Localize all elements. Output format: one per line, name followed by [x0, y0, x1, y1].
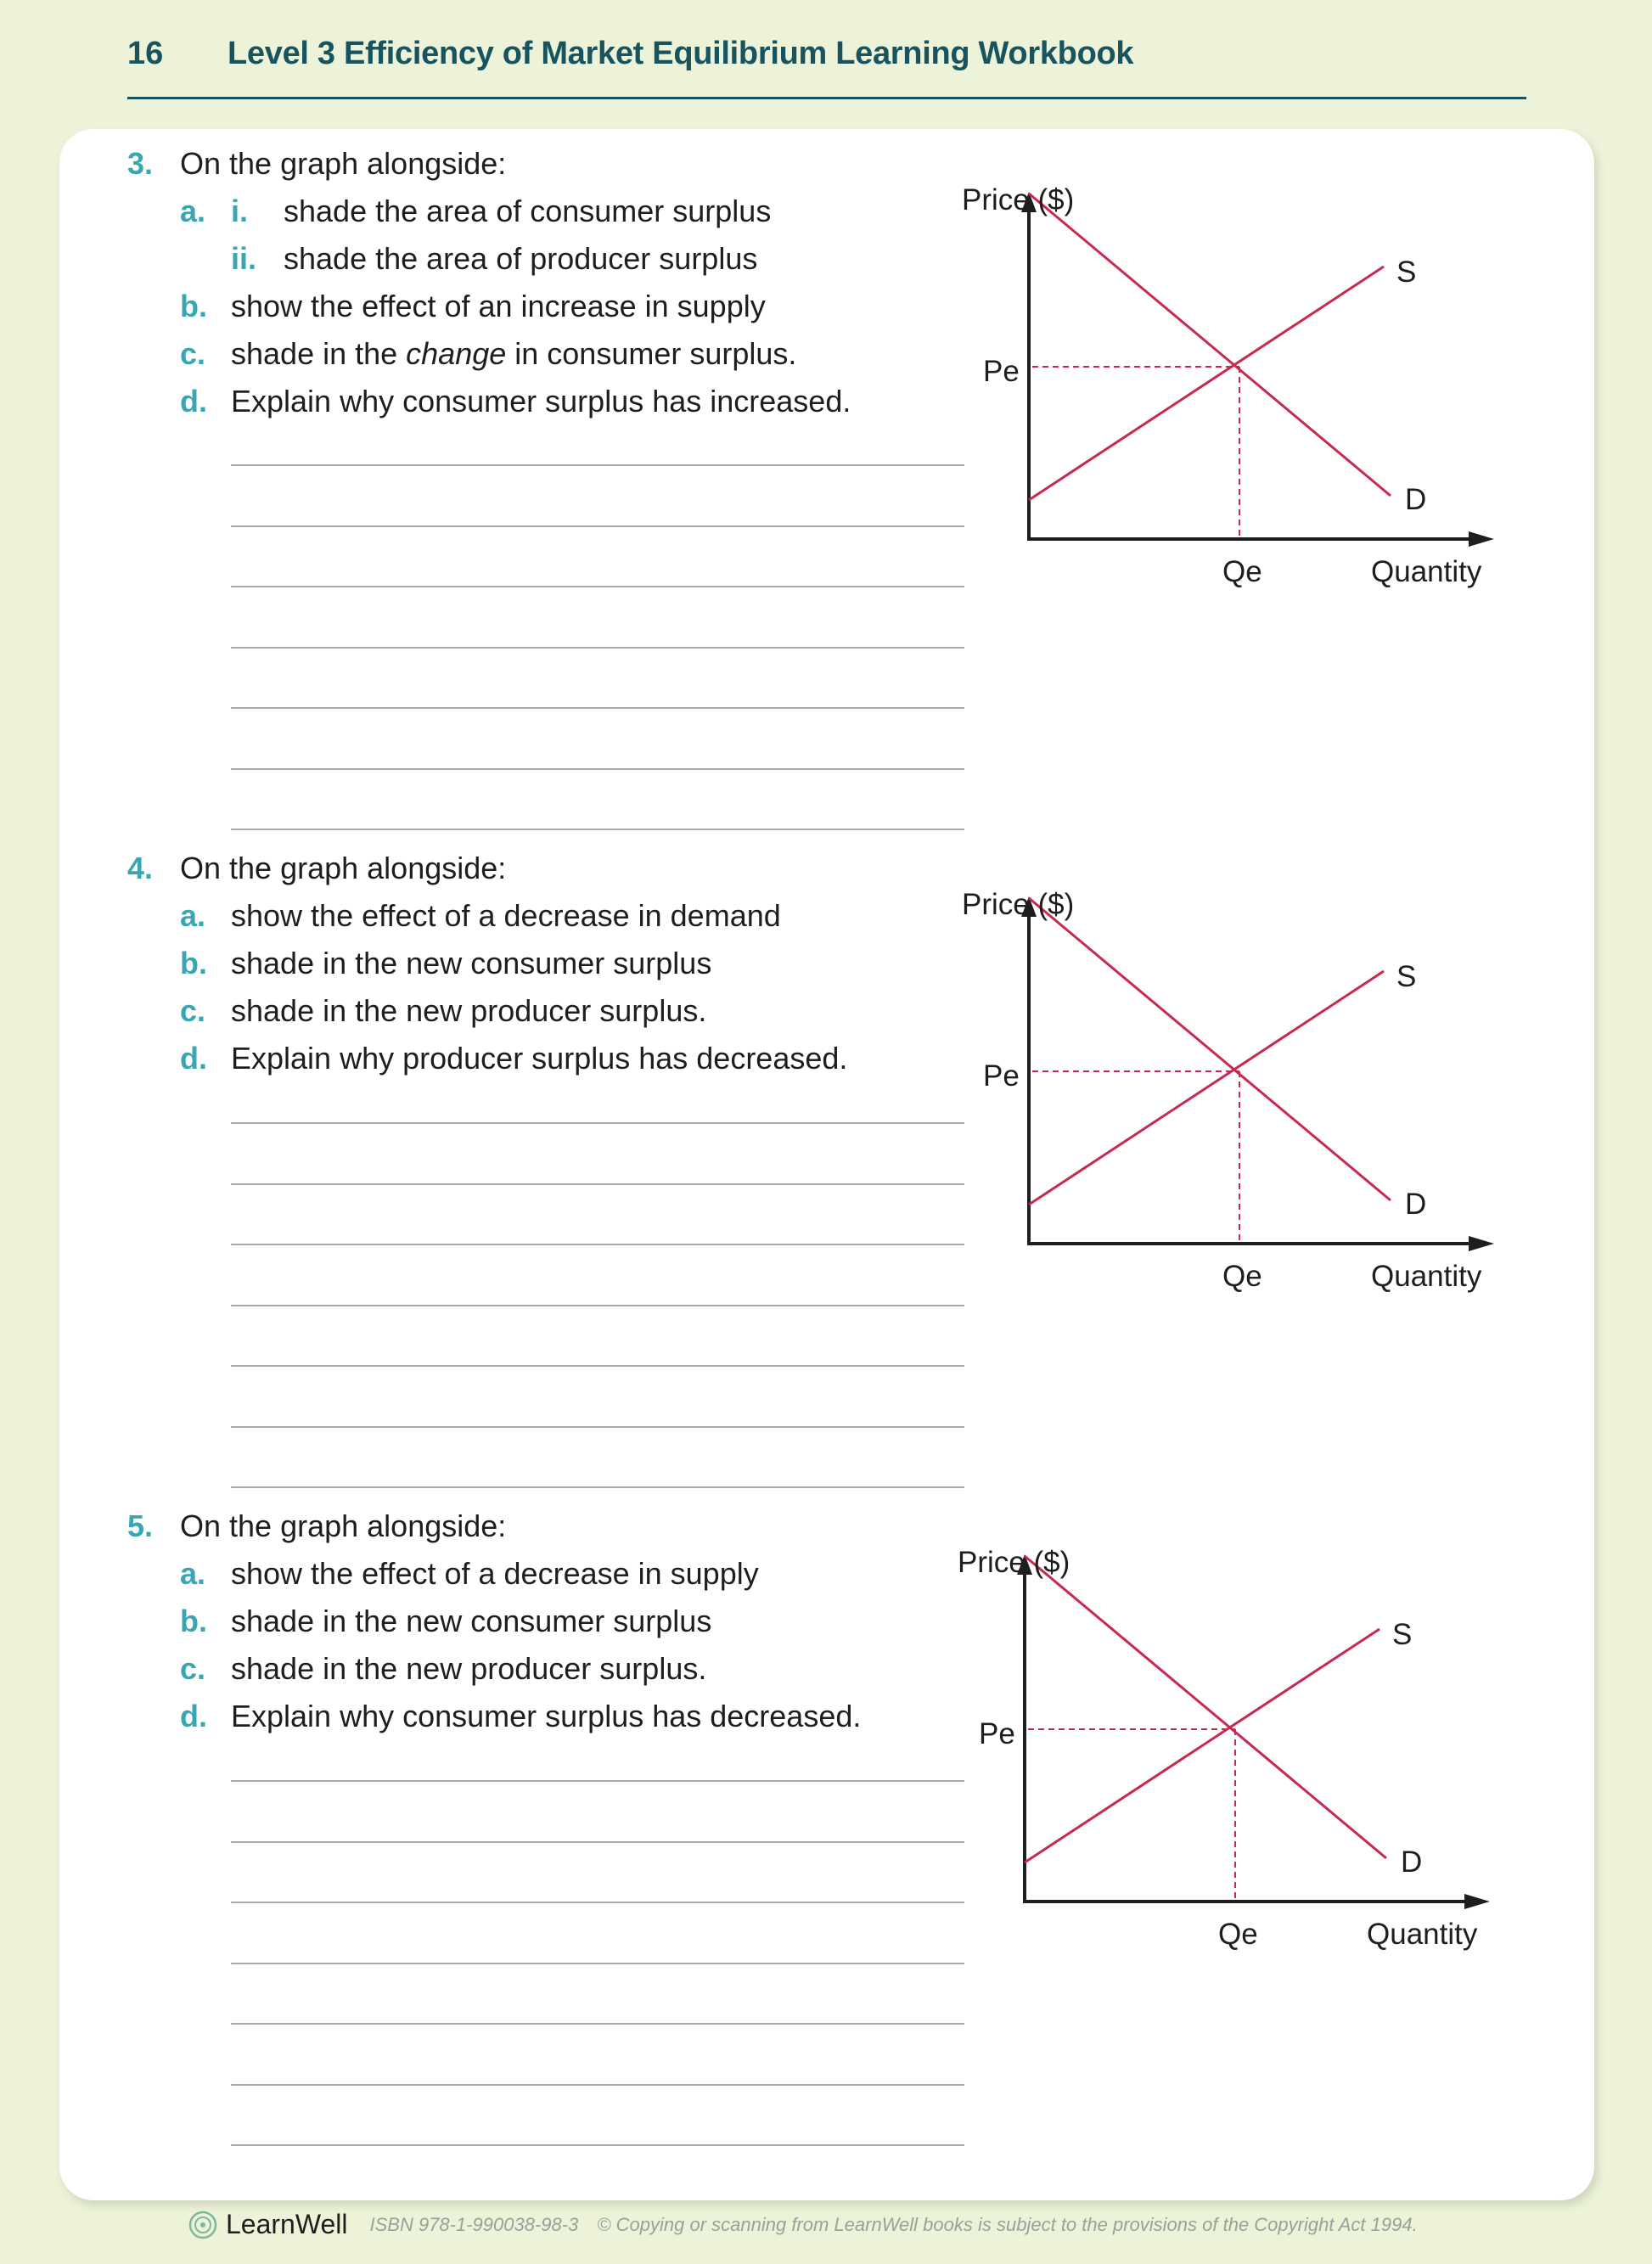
answer-line[interactable] [231, 525, 964, 527]
question-prompt: On the graph alongside: [180, 851, 507, 885]
isbn-text: ISBN 978-1-990038-98-3 [369, 2213, 579, 2235]
item-text: shade in the new consumer surplus [231, 1604, 712, 1638]
qe-label: Qe [1222, 555, 1262, 588]
item-letter: c. [180, 336, 206, 371]
item-text: shade the area of consumer surplus [284, 194, 772, 228]
item-letter: d. [180, 384, 207, 419]
answer-line[interactable] [231, 2084, 964, 2086]
brand-name: LearnWell [226, 2209, 348, 2239]
supply-label: S [1396, 256, 1417, 289]
page-number: 16 [127, 36, 164, 71]
item-text: show the effect of a decrease in supply [231, 1556, 759, 1591]
page-footer [188, 2209, 1418, 2238]
item-text [231, 336, 796, 372]
item-text: shade in the new producer surplus. [231, 993, 707, 1028]
item-letter: a. [180, 1556, 206, 1591]
pe-label: Pe [983, 1059, 1020, 1093]
answer-line[interactable] [231, 2144, 964, 2146]
answer-line[interactable] [231, 1183, 964, 1185]
item-text-part: shade in the [231, 336, 407, 371]
answer-line[interactable] [231, 1305, 964, 1306]
demand-label: D [1405, 483, 1427, 516]
item-text-emphasis: change [406, 336, 507, 371]
worksheet-card [59, 129, 1594, 2200]
supply-label: S [1392, 1618, 1413, 1651]
item-text: shade the area of producer surplus [284, 241, 758, 276]
item-text-part: in consumer surplus. [506, 336, 797, 371]
page-header [127, 31, 1526, 99]
item-text: Explain why producer surplus has decreased. [231, 1041, 848, 1076]
x-axis-arrow [1464, 1894, 1490, 1909]
answer-line[interactable] [231, 1426, 964, 1428]
question-number: 3. [127, 146, 154, 181]
item-text: shade in the new producer surplus. [231, 1651, 707, 1686]
item-letter: d. [180, 1699, 207, 1733]
answer-line[interactable] [231, 1841, 964, 1843]
item-text: show the effect of an increase in supply [231, 289, 766, 323]
demand-label: D [1401, 1845, 1423, 1879]
supply-curve [1029, 971, 1384, 1205]
answer-line[interactable] [231, 1365, 964, 1367]
question-number: 4. [127, 851, 154, 885]
item-roman: ii. [231, 241, 257, 276]
answer-line[interactable] [231, 1780, 964, 1782]
answer-line[interactable] [231, 707, 964, 709]
pe-label: Pe [983, 355, 1020, 388]
item-letter: c. [180, 993, 206, 1028]
supply-curve [1029, 267, 1384, 500]
question-number: 5. [127, 1508, 154, 1543]
item-letter: a. [180, 194, 206, 228]
demand-curve [1029, 898, 1391, 1200]
answer-line[interactable] [231, 1486, 964, 1488]
supply-curve [1025, 1629, 1379, 1862]
demand-label: D [1405, 1188, 1427, 1221]
copyright-notice: © Copying or scanning from LearnWell books is subject to the provisions of the Copyright Act 1994. [597, 2213, 1418, 2235]
answer-line[interactable] [231, 586, 964, 587]
pe-label: Pe [979, 1717, 1015, 1750]
x-axis-arrow [1469, 531, 1494, 547]
supply-demand-graph [904, 1534, 1549, 2094]
item-text: Explain why consumer surplus has increased. [231, 384, 851, 419]
page-title: Level 3 Efficiency of Market Equilibrium Learning Workbook [228, 36, 1134, 71]
item-letter: c. [180, 1651, 206, 1686]
supply-demand-graph [908, 171, 1554, 732]
answer-line[interactable] [231, 1244, 964, 1245]
y-axis-label: Price ($) [958, 1546, 1070, 1579]
y-axis-label: Price ($) [962, 183, 1075, 216]
demand-curve [1029, 194, 1391, 496]
answer-line[interactable] [231, 1963, 964, 1964]
item-letter: d. [180, 1041, 207, 1076]
answer-line[interactable] [231, 464, 964, 466]
supply-demand-graph [908, 876, 1554, 1436]
y-axis-label: Price ($) [962, 888, 1075, 921]
answer-line[interactable] [231, 2023, 964, 2025]
item-letter: a. [180, 898, 206, 933]
item-text: show the effect of a decrease in demand [231, 898, 781, 933]
answer-line[interactable] [231, 1122, 964, 1124]
answer-line[interactable] [231, 829, 964, 830]
x-axis-label: Quantity [1371, 1260, 1482, 1293]
item-text: Explain why consumer surplus has decreased. [231, 1699, 862, 1733]
demand-curve [1025, 1556, 1386, 1858]
answer-line[interactable] [231, 1902, 964, 1903]
answer-line[interactable] [231, 647, 964, 649]
item-text: shade in the new consumer surplus [231, 946, 712, 980]
learnwell-logo-icon [188, 2211, 217, 2239]
item-letter: b. [180, 1604, 207, 1638]
qe-label: Qe [1222, 1260, 1262, 1293]
item-letter: b. [180, 289, 207, 323]
item-roman: i. [231, 194, 249, 228]
answer-line[interactable] [231, 768, 964, 770]
x-axis-label: Quantity [1367, 1918, 1478, 1951]
x-axis-arrow [1469, 1236, 1494, 1251]
question-prompt: On the graph alongside: [180, 146, 507, 181]
qe-label: Qe [1218, 1918, 1258, 1951]
item-letter: b. [180, 946, 207, 980]
supply-label: S [1396, 960, 1417, 993]
x-axis-label: Quantity [1371, 555, 1482, 588]
question-prompt: On the graph alongside: [180, 1508, 507, 1543]
